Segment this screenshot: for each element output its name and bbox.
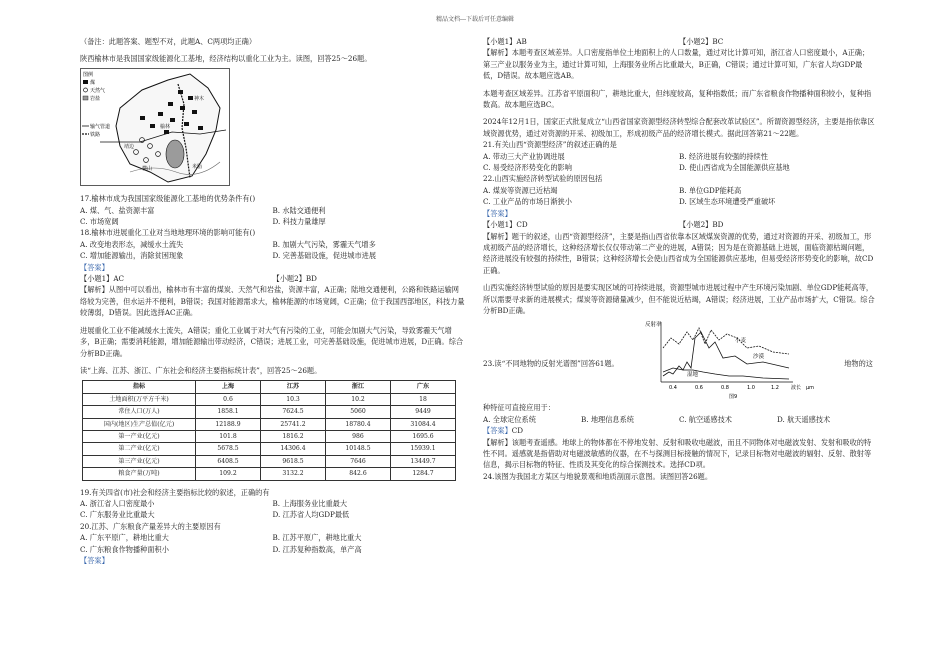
q22-option-a[interactable]: A. 煤炭等资源已近枯竭 <box>483 185 558 195</box>
q20-options-2 <box>80 544 465 555</box>
label-mizhi: 米脂 <box>192 163 203 170</box>
table-cell: 7646 <box>326 455 391 467</box>
analysis-3a: 【解析】题干的叙述，山西“资源型经济”，主要是指山西省依靠本区域煤炭资源的优势，通过对资源的开采、初级加工，形成初级产品的经济增长，这种经济增长仅仅带动第二产业的进展，A错误；因为是在资源基础上进展，面临资源枯竭问题，经济进展没有较强的持续性，B错误；这种经济增长会使山西省成为全国能源供应基地，但易受经济形势变化的影响，故CD正确。 <box>483 231 874 275</box>
intro-q17: 陕西榆林市是我国国家级能源化工基地，经济结构以重化工业为主。读图，回答25～26题。 <box>80 54 372 64</box>
table-row <box>83 455 456 467</box>
q18-option-a[interactable]: A. 改变地表形态，减缓水土流失 <box>80 239 184 249</box>
right-column <box>483 36 875 482</box>
table-cell: 31084.4 <box>391 418 456 430</box>
table-cell: 842.6 <box>326 468 391 480</box>
table-row <box>83 418 456 430</box>
label-jingbian: 靖边 <box>124 143 135 150</box>
q21-options-2 <box>483 162 875 173</box>
table-cell: 5678.5 <box>196 443 261 455</box>
q23-option-a[interactable]: A. 全球定位系统 <box>483 414 536 424</box>
analysis-1a: 【解析】从图中可以看出，榆林市有丰富的煤炭、天然气和岩盐，资源丰富，A正确；陆地交通便利，公路和铁路运输网络较为完善，但水运并不便利，B错误；我国对能源需求大，榆林能源的市场宽阔，C正确；位于我国西部地区，科技力量较薄弱，D错误。因此选择AC正确。 <box>80 285 465 318</box>
table-row <box>83 443 456 455</box>
analysis-2b: 本题考查区域差异。江苏省平原面积广，耕地比重大，但纬度较高，复种指数低；而广东省粮食作物播种面积较小，复种指数高。故本题应选BC。 <box>483 88 872 110</box>
left-column <box>80 36 465 566</box>
q18-option-b[interactable]: B. 加剧大气污染，雾霾天气增多 <box>272 239 376 249</box>
q20-option-b[interactable]: B. 江苏平原广，耕地比重大 <box>272 533 362 543</box>
x-tick: 0.8 <box>721 385 729 392</box>
analysis-4: 【解析】该题考查遥感。地球上的物体都在不停地发射、反射和吸收电磁波，而且不同物体对电磁波发射、发射和吸收的特性不同。遥感就是指借助对电磁波敏感的仪器，在不与探测目标接触的情况下，记录目标物对电磁波的辐射、反射、散射等信息，揭示目标物的特征、性质及其变化的综合探测技术。选择CD项。 <box>483 437 872 470</box>
legend-title: 图例 <box>83 71 94 78</box>
spectrum-ylabel: 反射率 <box>645 322 662 329</box>
q18-option-c[interactable]: C. 增加能源输出，消除贫困现象 <box>80 251 184 261</box>
analysis-2a: 【解析】本题考查区域差异。人口密度指单位土地面积上的人口数量，通过对比计算可知，浙江省人口密度最小，A正确；第三产业以服务业为主，通过计算可知，上海服务业所占比重最大，B正确，C错误；通过计算可知，广东省人均GDP最低，D错误。故本题应选AB。 <box>483 48 870 81</box>
table-cell: 18 <box>391 393 456 405</box>
answer-tag-3: 【答案】 <box>483 208 512 218</box>
table-cell: 25741.2 <box>261 418 326 430</box>
q22-option-b[interactable]: B. 单位GDP能耗高 <box>679 185 742 195</box>
table-cell: 第三产业(亿元) <box>83 455 196 467</box>
stats-table <box>82 380 456 480</box>
q21-option-b[interactable]: B. 经济进展有较强的持续性 <box>679 151 768 161</box>
q19-stem: 19.有关四省(市)社会和经济主要指标比较的叙述，正确的有 <box>80 487 270 497</box>
answers-3 <box>483 219 875 230</box>
q17-options-2 <box>80 216 465 227</box>
reflectance-spectrum-figure <box>643 318 821 400</box>
q21-stem: 21.有关山西“资源型经济”的叙述正确的是 <box>483 140 617 150</box>
table-row <box>83 430 456 442</box>
q18-options-2 <box>80 250 465 261</box>
spectrum-xlabel: 波长 <box>791 385 802 392</box>
q18-option-d[interactable]: D. 完善基础设施，促进城市进展 <box>272 251 377 261</box>
q22-stem: 22.山西实施经济转型试验的原因包括 <box>483 174 603 184</box>
table-cell: 10.2 <box>326 393 391 405</box>
q22-options-1 <box>483 185 875 196</box>
table-cell: 9618.5 <box>261 455 326 467</box>
label-hengshan: 横山 <box>142 165 153 172</box>
table-cell: 13449.7 <box>391 455 456 467</box>
x-tick: 0.6 <box>695 385 703 392</box>
q23-option-b[interactable]: B. 地理信息系统 <box>581 414 634 424</box>
table-row <box>83 468 456 480</box>
q21-options-1 <box>483 151 875 162</box>
q23-option-c[interactable]: C. 航空遥感技术 <box>679 414 732 424</box>
q21-option-d[interactable]: D. 使山西省成为全国能源供应基地 <box>679 163 790 173</box>
legend-coal: 煤 <box>90 79 96 86</box>
intro-q19: 读“上海、江苏、浙江、广东社会和经济主要指标统计表”，回答25～26题。 <box>80 365 322 375</box>
q19-options-2 <box>80 509 465 520</box>
q20-option-c[interactable]: C. 广东粮食作物播种面积小 <box>80 544 169 554</box>
answer-2-2: 【小题2】BC <box>679 37 724 46</box>
table-cell: 5060 <box>326 406 391 418</box>
table-header-row <box>83 381 456 393</box>
table-cell: 1695.6 <box>391 430 456 442</box>
wetland-curve <box>663 368 789 379</box>
note: （备注：此题答案、题型不对，此题A、C两项均正确） <box>80 37 257 46</box>
q17-options-1 <box>80 205 465 216</box>
q19-option-d[interactable]: D. 江苏省人均GDP最低 <box>272 510 350 520</box>
q23-option-d[interactable]: D. 航天遥感技术 <box>777 414 831 424</box>
q21-option-c[interactable]: C. 易受经济形势变化的影响 <box>483 163 572 173</box>
table-cell: 109.2 <box>196 468 261 480</box>
legend-salt: 岩盐 <box>90 95 101 102</box>
q22-option-d[interactable]: D. 区域生态环境遭受严重破坏 <box>679 197 776 207</box>
yulin-map <box>80 68 230 186</box>
table-cell: 12188.9 <box>196 418 261 430</box>
table-cell: 土地面积(万平方千米) <box>83 393 196 405</box>
table-cell: 第二产业(亿元) <box>83 443 196 455</box>
table-cell: 9449 <box>391 406 456 418</box>
q23-continuation: 种特征可直接应用于： <box>483 403 555 413</box>
answer-4-line <box>483 425 875 436</box>
table-header: 上海 <box>196 381 261 393</box>
table-cell: 14306.4 <box>261 443 326 455</box>
answer-2-1: 【小题1】AB <box>483 37 527 46</box>
q21-option-a[interactable]: A. 带动三大产业协调进展 <box>483 151 565 161</box>
q17-option-d[interactable]: D. 科技力量雄厚 <box>272 217 326 227</box>
legend-railway: 铁路 <box>90 131 101 138</box>
answer-tag-1: 【答案】 <box>80 262 109 272</box>
q18-options-1 <box>80 239 465 250</box>
answer-tag-4: 【答案】 <box>483 426 512 436</box>
table-cell: 6408.5 <box>196 455 261 467</box>
answer-1-1: 【小题1】AC <box>80 274 125 284</box>
legend-pipeline: 输气管道 <box>90 123 111 130</box>
desert-curve <box>663 328 789 354</box>
table-cell: 18780.4 <box>326 418 391 430</box>
q22-option-c[interactable]: C. 工业产品的市场日渐狭小 <box>483 197 572 207</box>
q22-options-2 <box>483 196 875 207</box>
answer-3-1: 【小题1】CD <box>483 220 528 230</box>
analysis-1b: 进展重化工业不能减缓水土流失，A错误；重化工业属于对大气有污染的工业，可能会加剧大气污染，导致雾霾天气增多，B正确；需要消耗能源，增加能源输出带动经济，C错误；进展工业，可完善基础设施，促进城市进展，D正确。综合分析BD正确。 <box>80 325 464 358</box>
q19-options-1 <box>80 498 465 509</box>
table-cell: 101.8 <box>196 430 261 442</box>
table-cell: 第一产业(亿元) <box>83 430 196 442</box>
q23-options <box>483 414 875 425</box>
analysis-3b: 山西实施经济转型试验的原因是要实现区域的可持续进展，资源型城市进展过程中产生环境污染加剧、单位GDP能耗高等，所以需要寻求新的进展模式；煤炭等资源储量减少，但不能说近枯竭，A错误；经济进展，工业产品市场扩大，C错误。综合分析BD正确。 <box>483 283 875 315</box>
answers-2 <box>483 36 875 47</box>
x-tick: 1.0 <box>747 385 755 392</box>
series-label-wheat: 小麦 <box>735 338 747 345</box>
table-cell: 10148.5 <box>326 443 391 455</box>
spectrum-xunit: μm <box>806 385 815 392</box>
table-cell: 3132.2 <box>261 468 326 480</box>
table-header: 广东 <box>391 381 456 393</box>
answer-4: CD <box>511 426 524 436</box>
x-tick: 1.2 <box>771 385 779 392</box>
table-cell: 1858.1 <box>196 406 261 418</box>
table-cell: 粮食产量(万吨) <box>83 468 196 480</box>
q23-stem: 23.读“不同地物的反射光谱图”回答61题。 <box>483 359 619 369</box>
table-cell: 1816.2 <box>261 430 326 442</box>
table-header: 指标 <box>83 381 196 393</box>
table-header: 江苏 <box>261 381 326 393</box>
q17-option-c[interactable]: C. 市场宽阔 <box>80 217 119 227</box>
q19-option-b[interactable]: B. 上海服务业比重最大 <box>272 498 348 508</box>
q17-stem: 17.榆林市成为我国国家级能源化工基地的优势条件有() <box>80 194 256 204</box>
answer-3-2: 【小题2】BD <box>679 220 724 230</box>
wheat-curve <box>663 332 789 379</box>
figure-caption: 图9 <box>729 394 738 401</box>
table-cell: 10.3 <box>261 393 326 405</box>
q24-stem: 24.该图为我国北方某区与地貌景观和地质剖面示意图。读图回答26题。 <box>483 471 713 481</box>
legend-gas: 天然气 <box>90 87 106 94</box>
table-cell: 国内(地区)生产总值(亿元) <box>83 418 196 430</box>
q18-stem: 18.榆林市进展重化工业对当地地理环境的影响可能有() <box>80 228 256 238</box>
x-tick: 0.4 <box>669 385 677 392</box>
page-header: 精品文档---下载后可任意编辑 <box>435 16 515 23</box>
q17-option-a[interactable]: A. 煤、气、盐资源丰富 <box>80 205 155 215</box>
table-cell: 7624.5 <box>261 406 326 418</box>
table-cell: 986 <box>326 430 391 442</box>
q23-block <box>483 316 875 402</box>
spectrum-x-ticks <box>669 384 814 391</box>
intro-q21: 2024年12月1日，国家正式批复成立“山西省国家资源型经济转型综合配套改革试验区”。所谓资源型经济，主要是指依靠区域资源优势，通过对资源的开采、初级加工，形成初级产品的经济增长模式。据此回答第21～22题。 <box>483 117 875 138</box>
q19-option-c[interactable]: C. 广东服务业比重最大 <box>80 510 155 520</box>
q19-option-a[interactable]: A. 浙江省人口密度最小 <box>80 498 155 508</box>
table-cell: 常住人口(万人) <box>83 406 196 418</box>
series-label-desert: 沙漠 <box>753 354 765 361</box>
q23-stem-tail: 地物的这 <box>844 359 873 369</box>
q17-option-b[interactable]: B. 水陆交通便利 <box>272 205 326 215</box>
table-cell: 1284.7 <box>391 468 456 480</box>
table-header: 浙江 <box>326 381 391 393</box>
q20-option-d[interactable]: D. 江苏复种指数高，单产高 <box>272 544 362 554</box>
answer-tag-2: 【答案】 <box>80 556 109 565</box>
table-row <box>83 406 456 418</box>
table-row <box>83 393 456 405</box>
q20-stem: 20.江苏、广东粮食产量差异大的主要原因有 <box>80 521 221 531</box>
table-cell: 0.6 <box>196 393 261 405</box>
label-shenmu: 神木 <box>194 95 205 102</box>
label-yulin: 榆林 <box>160 123 171 130</box>
answers-1 <box>80 273 465 284</box>
table-cell: 15939.1 <box>391 443 456 455</box>
answer-1-2: 【小题2】BD <box>272 274 317 284</box>
q20-option-a[interactable]: A. 广东平原广，耕地比重大 <box>80 533 169 543</box>
q20-options-1 <box>80 532 465 543</box>
salt-deposit <box>166 140 184 168</box>
series-label-wetland: 湿地 <box>687 372 699 379</box>
